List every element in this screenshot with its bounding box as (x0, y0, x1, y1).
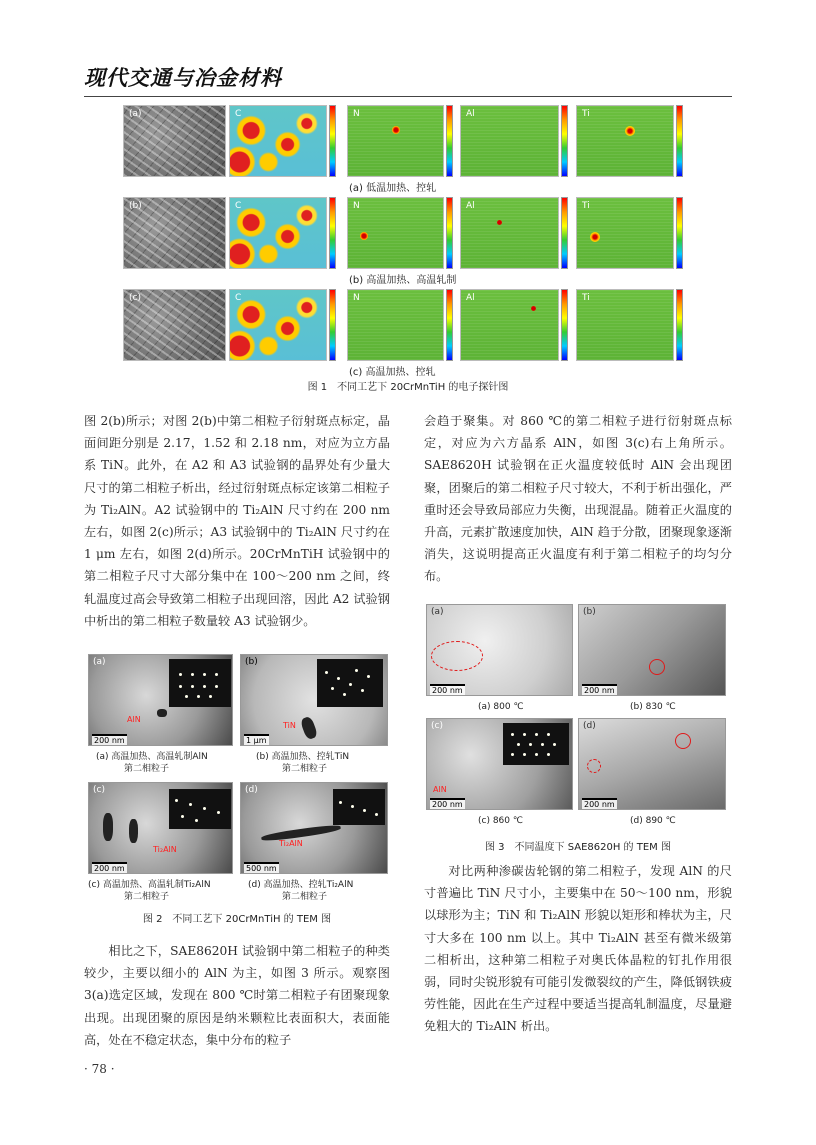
subfigure-caption: (a) 高温加热、高温轧制AlN (96, 752, 208, 762)
tem-image-b (240, 654, 388, 746)
panel-tag: (d) (245, 785, 258, 795)
color-scale-bar (329, 197, 336, 269)
panel-tag: (c) (431, 721, 443, 731)
tem-image-a (426, 604, 573, 696)
subfigure-caption: 第二相粒子 (124, 892, 170, 902)
particle (129, 819, 138, 843)
color-scale-bar (676, 289, 683, 361)
element-map-n (347, 105, 444, 177)
particle (300, 716, 319, 741)
element-label: N (353, 293, 360, 303)
hot-spot (497, 220, 502, 225)
panel-tag: (a) (129, 109, 142, 119)
scale-bar: 200 nm (584, 800, 615, 809)
particle-label: Ti₂AlN (279, 839, 303, 848)
scale-bar: 200 nm (432, 800, 463, 809)
figure-3-tem (426, 604, 726, 834)
panel-tag: (b) (583, 607, 596, 617)
diffraction-pattern (317, 659, 383, 707)
subfigure-caption: 第二相粒子 (282, 764, 328, 774)
color-scale-bar (329, 289, 336, 361)
journal-masthead: 现代交通与冶金材料 (84, 66, 282, 90)
subfigure-caption: (c) 860 ℃ (478, 816, 523, 826)
color-scale-bar (561, 105, 568, 177)
element-label: Al (466, 109, 475, 119)
element-label: Ti (582, 293, 590, 303)
subfigure-caption: (c) 高温加热、高温轧制Ti₂AlN (88, 880, 211, 890)
scale-bar: 200 nm (94, 736, 125, 745)
element-label: N (353, 109, 360, 119)
hot-spot (392, 126, 400, 134)
subfigure-caption: (d) 890 ℃ (630, 816, 676, 826)
tem-image-c (426, 718, 573, 810)
particle (103, 813, 113, 841)
panel-tag: (a) (431, 607, 444, 617)
tem-image-d (578, 718, 726, 810)
color-scale-bar (676, 105, 683, 177)
scale-bar: 1 μm (246, 736, 267, 745)
scale-bar: 200 nm (584, 686, 615, 695)
hot-spot (625, 126, 635, 136)
element-map-ti (576, 289, 674, 361)
figure-3-caption: 图 3 不同温度下 SAE8620H 的 TEM 图 (485, 842, 671, 853)
body-text-right-bottom (424, 860, 732, 1038)
figure-2-caption: 图 2 不同工艺下 20CrMnTiH 的 TEM 图 (142, 914, 332, 925)
sem-image (123, 289, 226, 361)
body-text-left-top (84, 410, 390, 632)
element-label: C (235, 201, 242, 211)
hot-spot (531, 306, 536, 311)
figure-1-row-b (123, 197, 693, 289)
subfigure-caption: (b) 高温加热、高温轧制 (349, 275, 457, 286)
tem-image-c (88, 782, 233, 874)
subfigure-caption: 第二相粒子 (282, 892, 328, 902)
particle (157, 709, 167, 717)
tem-image-b (578, 604, 726, 696)
diffraction-pattern (333, 789, 385, 825)
color-scale-bar (446, 197, 453, 269)
figure-1-caption: 图 1 不同工艺下 20CrMnTiH 的电子探针图 (307, 382, 509, 393)
element-map-ti (576, 105, 674, 177)
figure-2-tem (88, 654, 388, 902)
element-map-c (229, 197, 327, 269)
color-scale-bar (446, 105, 453, 177)
body-text-left-bottom (84, 940, 390, 1051)
subfigure-caption: (b) 高温加热、控轧TiN (256, 752, 350, 762)
particle-marker (649, 659, 665, 675)
element-map-al (460, 289, 559, 361)
panel-tag: (c) (93, 785, 105, 795)
element-map-c (229, 105, 327, 177)
element-label: Al (466, 201, 475, 211)
paragraph: 对比两种渗碳齿轮钢的第二相粒子，发现 AlN 的尺寸普遍比 TiN 尺寸小，主要集中在 50～100 nm，形貌以球形为主；TiN 和 Ti₂AlN 形貌以矩形和棒状为主，尺寸大多在 100 nm 以上。其中 Ti₂AlN 甚至有微米级第二相析出，这种第二相粒子对奥氏体晶粒的钉扎作用很弱，同时尖锐形貌有可能引发微裂纹的产生，降低钢铁疲劳性能，因此在生产过程中要适当提高轧制温度，尽量避免粗大的 Ti₂AlN 析出。 (424, 864, 732, 1034)
element-label: Ti (582, 109, 590, 119)
element-map-n (347, 289, 444, 361)
panel-tag: (d) (583, 721, 596, 731)
paragraph: 图 2(b)所示；对图 2(b)中第二相粒子衍射斑点标定，晶面间距分别是 2.17，1.52 和 2.18 nm，对应为立方晶系 TiN。此外，在 A2 和 A3 试验钢的晶界处有少量大尺寸的第二相粒子析出，经过衍射斑点标定该第二相粒子为 Ti₂AlN。A2 试验钢中的 Ti₂AlN 尺寸约在 200 nm 左右，如图 2(c)所示；A3 试验钢中的 Ti₂AlN 尺寸约在 1 μm 左右，如图 2(d)所示。20CrMnTiH 试验钢中的第二相粒子尺寸大部分集中在 100～200 nm 之间，终轧温度过高会导致第二相粒子出现回溶，因此 A2 试验钢中析出的第二相粒子数量较 A3 试验钢少。 (84, 414, 390, 628)
color-scale-bar (329, 105, 336, 177)
diffraction-pattern (169, 659, 231, 707)
element-map-c (229, 289, 327, 361)
element-map-al (460, 197, 559, 269)
diffraction-pattern (503, 723, 569, 765)
header-rule (84, 96, 732, 97)
subfigure-caption: (b) 830 ℃ (630, 702, 676, 712)
hot-spot (590, 232, 600, 242)
particle-label: AlN (433, 785, 447, 794)
element-map-al (460, 105, 559, 177)
body-text-right-top (424, 410, 732, 588)
sem-image (123, 105, 226, 177)
particle-marker (675, 733, 691, 749)
particle-marker (587, 759, 601, 773)
selected-region-marker (431, 641, 483, 671)
figure-1-electron-probe (123, 105, 693, 381)
element-label: Ti (582, 201, 590, 211)
particle-label: Ti₂AlN (153, 845, 177, 854)
element-label: N (353, 201, 360, 211)
scale-bar: 200 nm (94, 864, 125, 873)
tem-image-a (88, 654, 233, 746)
scale-bar: 200 nm (432, 686, 463, 695)
subfigure-caption: 第二相粒子 (124, 764, 170, 774)
element-label: C (235, 109, 242, 119)
page-number: · 78 · (84, 1062, 115, 1076)
color-scale-bar (561, 289, 568, 361)
panel-tag: (b) (245, 657, 258, 667)
sem-image (123, 197, 226, 269)
figure-1-row-c (123, 289, 693, 381)
color-scale-bar (676, 197, 683, 269)
paragraph: 相比之下，SAE8620H 试验钢中第二相粒子的种类较少，主要以细小的 AlN 为主，如图 3 所示。观察图 3(a)选定区域，发现在 800 ℃时第二相粒子有团聚现象出现。出现团聚的原因是纳米颗粒比表面积大，表面能高，处在不稳定状态，集中分布的粒子 (84, 944, 390, 1047)
panel-tag: (b) (129, 201, 142, 211)
color-scale-bar (446, 289, 453, 361)
element-map-n (347, 197, 444, 269)
scale-bar: 500 nm (246, 864, 277, 873)
hot-spot (360, 232, 368, 240)
subfigure-caption: (a) 800 ℃ (478, 702, 524, 712)
color-scale-bar (561, 197, 568, 269)
subfigure-caption: (a) 低温加热、控轧 (349, 183, 437, 194)
element-label: C (235, 293, 242, 303)
panel-tag: (c) (129, 293, 141, 303)
element-label: Al (466, 293, 475, 303)
subfigure-caption: (d) 高温加热、控轧Ti₂AlN (248, 880, 354, 890)
panel-tag: (a) (93, 657, 106, 667)
figure-1-row-a (123, 105, 693, 197)
subfigure-caption: (c) 高温加热、控轧 (349, 367, 436, 378)
particle-label: TiN (283, 721, 296, 730)
paragraph: 会趋于聚集。对 860 ℃的第二相粒子进行衍射斑点标定，对应为六方晶系 AlN，如图 3(c)右上角所示。SAE8620H 试验钢在正火温度较低时 AlN 会出现团聚，团聚后的第二相粒子尺寸较大，不利于析出强化，严重时还会导致局部应力失衡，出现混晶。随着正火温度的升高，元素扩散速度加快，AlN 趋于分散，团聚现象逐渐消失，这说明提高正火温度有利于第二相粒子的均匀分布。 (424, 414, 732, 584)
tem-image-d (240, 782, 388, 874)
element-map-ti (576, 197, 674, 269)
diffraction-pattern (169, 789, 231, 829)
particle-label: AlN (127, 715, 141, 724)
